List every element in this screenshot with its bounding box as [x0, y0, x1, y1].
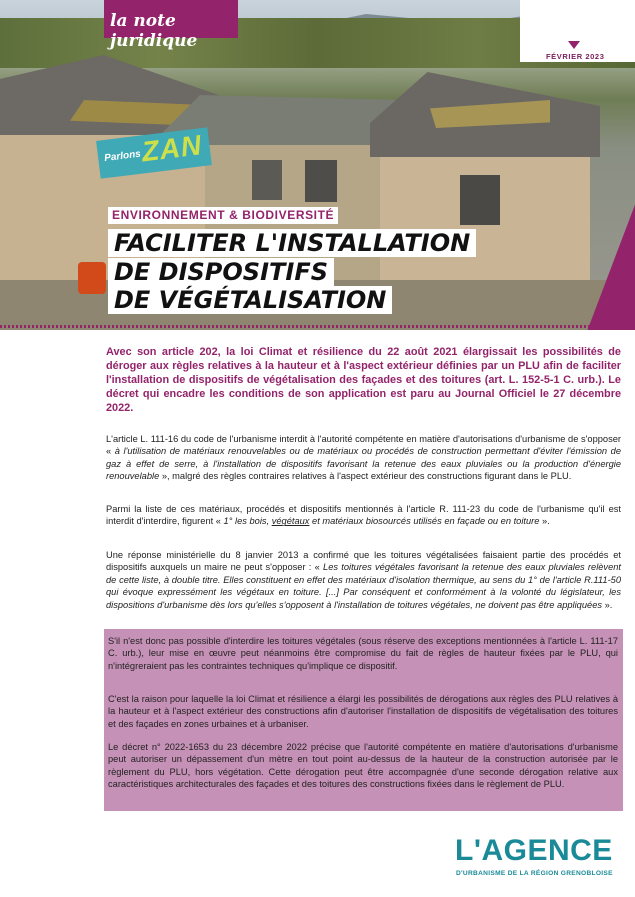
badge-word-1: Parlons	[103, 148, 142, 165]
logo-name: L'AGENCE	[455, 834, 613, 867]
title-line-3: DE VÉGÉTALISATION	[108, 286, 392, 314]
window	[460, 175, 500, 225]
box-paragraph-3: Le décret n° 2022-1653 du 23 décembre 2022 précise que l'autorité compétente en matière d'autorisations d'urbanisme peut autoriser un dépassement d'un mètre en tout point au-dessus de la hauteur de la construction autorisée par le règlement du PLU, hors végétation. Cette dérogation peut être accompagnée d'une seconde dérogation relative aux caractéristiques architecturales des façades et des toitures des constructions fixées dans le règlement de PLU.	[108, 742, 618, 790]
dotted-divider	[0, 325, 635, 328]
window	[252, 160, 282, 200]
construction-machine	[78, 262, 106, 294]
logo-subtitle: D'URBANISME DE LA RÉGION GRENOBLOISE	[456, 870, 613, 877]
lead-paragraph: Avec son article 202, la loi Climat et résilience du 22 août 2021 élargissait les possibilités de déroger aux règles relatives à la hauteur et à l'aspect extérieur définies par un PLU afin de faciliter l'installation de dispositifs de végétalisation des façades et des toitures (art. L. 152-5-1 C. urb.). Le décret qui encadre les conditions de son application est paru au Journal Officiel le 27 décembre 2022.	[106, 346, 621, 414]
window	[305, 160, 337, 202]
box-paragraph-1: S'il n'est donc pas possible d'interdire les toitures végétales (sous réserve des exceptions mentionnées à l'article L. 111-17 C. urb.), leur mise en œuvre peut néanmoins être compromise du fait de règles de hauteur fixées par le PLU, qui n'intégreraient pas les contraintes techniques qu'implique ce dispositif.	[108, 636, 618, 671]
category-label: ENVIRONNEMENT & BIODIVERSITÉ	[108, 207, 338, 224]
body-paragraph-3: Une réponse ministérielle du 8 janvier 2013 a confirmé que les toitures végétalisées faisaient partie des procédés et dispositifs auxquels un maire ne peut s'opposer : « Les toitures végétales favorisant la retenue des eaux pluviales relèvent de cette liste, à double titre. Elles constituent en effet des matériaux d'isolation thermique, au sens du 1° de l'article R.111-50 qui évoque expressément les végétaux en toiture. [...] Par conséquent et conformément à la volonté du législateur, les dispositions d'urbanisme dès lors qu'elles s'opposent à l'installation de toitures végétales, ne doivent pas être appliquées ».	[106, 550, 622, 610]
highlight-box	[104, 629, 623, 811]
series-tag-label: la note juridique	[110, 11, 198, 51]
body-paragraph-2: Parmi la liste de ces matériaux, procédés et dispositifs mentionnés à l'article R. 111-23 du code de l'urbanisme qu'il est interdit d'interdire, figurent « 1° les bois, végétaux et matériaux biosourcés utilisés en façade ou en toiture ».	[106, 504, 621, 527]
badge-word-2: ZAN	[139, 129, 204, 168]
title-line-1: FACILITER L'INSTALLATION	[108, 229, 476, 257]
series-tag	[104, 0, 238, 51]
agency-logo	[452, 834, 624, 882]
body-paragraph-1: L'article L. 111-16 du code de l'urbanisme interdit à l'autorité compétente en matière d'autorisations d'urbanisme de s'opposer « à l'utilisation de matériaux renouvelables ou de matériaux ou procédés de construction permettant d'éviter l'émission de gaz à effet de serre, à l'installation de dispositifs favorisant la retenue des eaux pluviales ou la production d'énergie renouvelable », malgré des règles contraires relatives à l'aspect extérieur des constructions figurant dans le PLU.	[106, 434, 621, 482]
box-paragraph-2: C'est la raison pour laquelle la loi Climat et résilience a élargi les possibilités de dérogations aux règles des PLU relatives à la hauteur et à l'aspect extérieur des constructions afin d'autoriser l'installation de dispositifs de végétalisation des toitures et des façades en zones urbaines et à urbaniser.	[108, 694, 618, 729]
publication-date: FÉVRIER 2023	[546, 52, 605, 61]
title-line-2: DE DISPOSITIFS	[108, 258, 334, 286]
